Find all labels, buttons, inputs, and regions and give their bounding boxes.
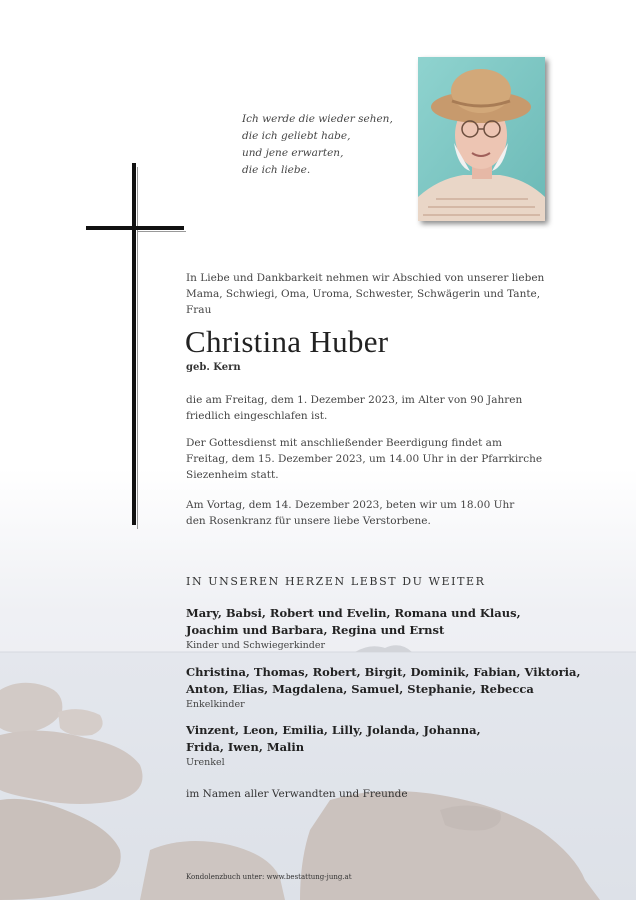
mourner-group-great-grandchildren	[186, 722, 586, 770]
service-paragraph	[186, 435, 543, 483]
poem-line: die ich liebe.	[242, 164, 311, 176]
paragraph-line: friedlich eingeschlafen ist.	[186, 410, 328, 422]
mourner-relation: Enkelkinder	[186, 699, 245, 710]
mourner-names: Mary, Babsi, Robert und Evelin, Romana und Klaus,	[186, 606, 521, 620]
intro-line: Frau	[186, 304, 212, 316]
mourner-names: Christina, Thomas, Robert, Birgit, Dominik, Fabian, Viktoria,	[186, 665, 581, 679]
paragraph-line: Siezenheim statt.	[186, 469, 279, 481]
paragraph-line: Freitag, dem 15. Dezember 2023, um 14.00 Uhr in der Pfarrkirche	[186, 453, 543, 465]
cross-icon	[86, 163, 186, 529]
closing-text: im Namen aller Verwandten und Freunde	[186, 788, 408, 800]
mourner-names: Joachim und Barbara, Regina und Ernst	[186, 623, 445, 637]
portrait-photo	[418, 57, 545, 221]
intro-line: Mama, Schwiegi, Oma, Uroma, Schwester, Schwägerin und Tante,	[186, 288, 541, 300]
mourner-names: Anton, Elias, Magdalena, Samuel, Stephanie, Rebecca	[186, 682, 534, 696]
paragraph-line: Am Vortag, dem 14. Dezember 2023, beten wir um 18.00 Uhr	[186, 499, 515, 511]
mourner-relation: Kinder und Schwiegerkinder	[186, 640, 325, 651]
intro-line: In Liebe und Dankbarkeit nehmen wir Abschied von unserer lieben	[186, 272, 545, 284]
motto-heading: IN UNSEREN HERZEN LEBST DU WEITER	[186, 575, 486, 588]
death-notice-paragraph	[186, 392, 526, 424]
portrait-illustration	[418, 57, 545, 221]
mourner-group-children	[186, 605, 586, 653]
paragraph-line: die am Freitag, dem 1. Dezember 2023, im Alter von 90 Jahren	[186, 394, 523, 406]
mourner-names: Frida, Iwen, Malin	[186, 740, 305, 754]
mourner-names: Vinzent, Leon, Emilia, Lilly, Jolanda, Johanna,	[186, 723, 481, 737]
deceased-name: Christina Huber	[185, 324, 389, 359]
mourner-group-grandchildren	[186, 664, 586, 712]
maiden-name: geb. Kern	[186, 362, 241, 373]
paragraph-line: Der Gottesdienst mit anschließender Beerdigung findet am	[186, 437, 502, 449]
paragraph-line: den Rosenkranz für unsere liebe Verstorbene.	[186, 515, 431, 527]
condolence-book-link[interactable]: Kondolenzbuch unter: www.bestattung-jung.at	[186, 873, 352, 881]
poem-line: und jene erwarten,	[242, 147, 344, 159]
poem	[242, 111, 402, 179]
mourner-relation: Urenkel	[186, 757, 225, 768]
poem-line: Ich werde die wieder sehen,	[242, 113, 393, 125]
intro-text	[186, 270, 545, 318]
rosary-paragraph	[186, 497, 526, 529]
poem-line: die ich geliebt habe,	[242, 130, 351, 142]
